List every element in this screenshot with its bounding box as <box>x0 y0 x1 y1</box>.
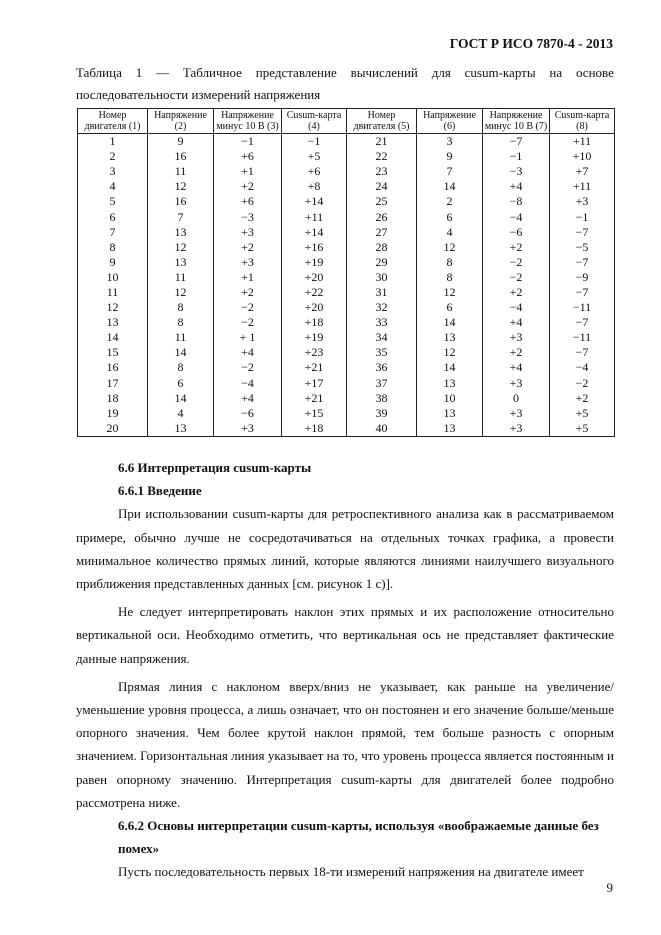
caption-word: — <box>156 65 170 80</box>
column-header: Напряжение (2) <box>148 109 214 134</box>
table-row <box>78 315 615 330</box>
table-cell: 14 <box>148 391 214 406</box>
table-cell: +5 <box>550 406 615 421</box>
table-cell: 16 <box>148 149 214 164</box>
table-cell: +19 <box>282 255 347 270</box>
table-cell: −6 <box>214 406 282 421</box>
table-cell: −7 <box>550 285 615 300</box>
table-row <box>78 179 615 194</box>
column-header: Номер двигателя (5) <box>347 109 417 134</box>
table-cell: −7 <box>550 345 615 360</box>
table-row <box>78 360 615 375</box>
table-cell: +3 <box>214 421 282 437</box>
table-cell: 14 <box>78 330 148 345</box>
table-cell: −1 <box>214 134 282 150</box>
table-cell: 14 <box>417 315 483 330</box>
table-cell: +3 <box>483 330 550 345</box>
table-cell: −6 <box>483 225 550 240</box>
table-cell: −9 <box>550 270 615 285</box>
table-cell: +2 <box>214 240 282 255</box>
table-row <box>78 376 615 391</box>
table-cell: −4 <box>550 360 615 375</box>
table-cell: 37 <box>347 376 417 391</box>
section-heading-6-6: 6.6 Интерпретация cusum-карты <box>118 460 312 475</box>
table-cell: 15 <box>78 345 148 360</box>
table-cell: −5 <box>550 240 615 255</box>
table-cell: −2 <box>214 315 282 330</box>
table-cell: 7 <box>417 164 483 179</box>
table-cell: 13 <box>148 255 214 270</box>
table-caption <box>76 62 614 106</box>
table-cell: +3 <box>483 406 550 421</box>
table-cell: 10 <box>417 391 483 406</box>
table-cell: 20 <box>78 421 148 437</box>
table-cell: +11 <box>282 209 347 224</box>
table-cell: +2 <box>483 240 550 255</box>
table-cell: +6 <box>214 149 282 164</box>
paragraph-1: При использовании cusum-карты для ретроспективного анализа как в рассматриваемом примере, обычно лучше не сосредотачиваться на отдельных точках графика, а провести минимальное количество прямых линий, которые являются линиями наилучшего визуального приближения представленных данных [см. рисунок 1 с)]. <box>76 506 614 592</box>
table-cell: 6 <box>417 300 483 315</box>
table-cell: 14 <box>148 345 214 360</box>
table-cell: 12 <box>78 300 148 315</box>
table-cell: 9 <box>417 149 483 164</box>
table-cell: +14 <box>282 225 347 240</box>
table-cell: 5 <box>78 194 148 209</box>
table-cell: 11 <box>148 164 214 179</box>
table-cell: +7 <box>550 164 615 179</box>
column-header: Напряжение (6) <box>417 109 483 134</box>
table-row <box>78 330 615 345</box>
table-cell: −3 <box>483 164 550 179</box>
table-cell: 14 <box>417 179 483 194</box>
table-cell: 38 <box>347 391 417 406</box>
table-row <box>78 421 615 437</box>
table-cell: 8 <box>148 360 214 375</box>
table-cell: 39 <box>347 406 417 421</box>
table-cell: −2 <box>550 376 615 391</box>
table-row <box>78 391 615 406</box>
table-cell: 8 <box>148 315 214 330</box>
table-cell: +11 <box>550 179 615 194</box>
table-cell: +2 <box>214 179 282 194</box>
table-cell: −7 <box>550 315 615 330</box>
table-cell: 26 <box>347 209 417 224</box>
table-cell: 25 <box>347 194 417 209</box>
table-cell: −4 <box>214 376 282 391</box>
table-cell: 31 <box>347 285 417 300</box>
column-header: Напряжение минус 10 В (7) <box>483 109 550 134</box>
table-cell: 29 <box>347 255 417 270</box>
table-cell: +10 <box>550 149 615 164</box>
table-cell: 3 <box>417 134 483 150</box>
table-cell: 18 <box>78 391 148 406</box>
table-row <box>78 225 615 240</box>
column-header: Напряжение минус 10 В (3) <box>214 109 282 134</box>
table-cell: −1 <box>282 134 347 150</box>
table-cell: 13 <box>417 421 483 437</box>
table-cell: −2 <box>483 255 550 270</box>
table-cell: +22 <box>282 285 347 300</box>
table-cell: 40 <box>347 421 417 437</box>
table-cell: 6 <box>148 376 214 391</box>
table-cell: +19 <box>282 330 347 345</box>
table-cell: 23 <box>347 164 417 179</box>
section-heading-6-6-2: 6.6.2 Основы интерпретации cusum-карты, используя «воображаемые данные без помех» <box>118 818 599 857</box>
table-row <box>78 285 615 300</box>
table-cell: 33 <box>347 315 417 330</box>
table-cell: 6 <box>78 209 148 224</box>
table-cell: −11 <box>550 300 615 315</box>
table-cell: +1 <box>214 270 282 285</box>
table-cell: +11 <box>550 134 615 150</box>
table-row <box>78 134 615 150</box>
table-cell: 8 <box>78 240 148 255</box>
table-cell: 16 <box>148 194 214 209</box>
paragraph-2: Не следует интерпретировать наклон этих прямых и их расположение относительно вертикальной оси. Необходимо отметить, что вертикальная ось не представляет фактические данные напряжения. <box>76 604 614 666</box>
table-cell: 16 <box>78 360 148 375</box>
table-cell: +2 <box>214 285 282 300</box>
table-cell: 34 <box>347 330 417 345</box>
table-cell: 27 <box>347 225 417 240</box>
table-cell: 13 <box>148 225 214 240</box>
table-header-row <box>78 109 615 134</box>
table-row <box>78 406 615 421</box>
table-cell: −7 <box>550 255 615 270</box>
data-table <box>77 108 615 437</box>
table-cell: 12 <box>148 179 214 194</box>
table-cell: 7 <box>148 209 214 224</box>
table-cell: +18 <box>282 421 347 437</box>
table-cell: 6 <box>417 209 483 224</box>
table-cell: 32 <box>347 300 417 315</box>
table-cell: 4 <box>78 179 148 194</box>
table-cell: 36 <box>347 360 417 375</box>
document-header: ГОСТ Р ИСО 7870-4 - 2013 <box>449 36 613 51</box>
table-cell: 9 <box>78 255 148 270</box>
table-cell: +21 <box>282 391 347 406</box>
table-cell: 13 <box>417 406 483 421</box>
table-cell: +2 <box>483 285 550 300</box>
caption-line-1 <box>76 62 614 84</box>
table-cell: 12 <box>148 285 214 300</box>
caption-word: Табличное <box>182 65 242 80</box>
table-cell: +3 <box>550 194 615 209</box>
table-cell: −7 <box>550 225 615 240</box>
table-row <box>78 164 615 179</box>
table-cell: +2 <box>550 391 615 406</box>
table-cell: 2 <box>417 194 483 209</box>
caption-word: вычислений <box>350 65 418 80</box>
table-cell: +4 <box>214 345 282 360</box>
table-row <box>78 194 615 209</box>
table-cell: +6 <box>282 164 347 179</box>
table-cell: +20 <box>282 300 347 315</box>
table-cell: 8 <box>417 270 483 285</box>
table-cell: +3 <box>214 225 282 240</box>
table-cell: +1 <box>214 164 282 179</box>
table-cell: +3 <box>483 421 550 437</box>
table-row <box>78 300 615 315</box>
caption-word: на <box>549 65 563 80</box>
table-cell: +4 <box>483 315 550 330</box>
caption-word: представление <box>255 65 337 80</box>
column-header: Номер двигателя (1) <box>78 109 148 134</box>
table-cell: 11 <box>148 270 214 285</box>
table-cell: 22 <box>347 149 417 164</box>
caption-word: основе <box>575 65 614 80</box>
table-cell: 14 <box>417 360 483 375</box>
paragraph-3: Прямая линия с наклоном вверх/вниз не указывает, как раньше на увеличение/уменьшение уровня процесса, а лишь означает, что он постоянен и его значение больше/меньше опорного значения. Чем более крутой наклон прямой, тем больше разность с опорным значением. Горизонтальная линия указывает на то, что уровень процесса является постоянным и равен опорному значению. Интерпретация cusum-карты для двигателей более подробно рассмотрена ниже. <box>76 678 614 810</box>
table-cell: +21 <box>282 360 347 375</box>
table-cell: 10 <box>78 270 148 285</box>
table-cell: +17 <box>282 376 347 391</box>
table-cell: −1 <box>550 209 615 224</box>
page-number: 9 <box>606 880 613 895</box>
column-header: Cusum-карта (8) <box>550 109 615 134</box>
table-cell: −11 <box>550 330 615 345</box>
table-row <box>78 149 615 164</box>
table-cell: 35 <box>347 345 417 360</box>
caption-word: для <box>431 65 451 80</box>
table-cell: 13 <box>417 376 483 391</box>
table-cell: + 1 <box>214 330 282 345</box>
table-cell: −4 <box>483 209 550 224</box>
table-row <box>78 209 615 224</box>
caption-word: 1 <box>135 65 143 80</box>
table-cell: 13 <box>78 315 148 330</box>
table-cell: 24 <box>347 179 417 194</box>
body-text <box>76 456 614 884</box>
table-cell: 0 <box>483 391 550 406</box>
table-cell: 2 <box>78 149 148 164</box>
table-cell: +15 <box>282 406 347 421</box>
table-row <box>78 255 615 270</box>
table-cell: 12 <box>417 345 483 360</box>
table-cell: +6 <box>214 194 282 209</box>
table-cell: 8 <box>417 255 483 270</box>
table-cell: 12 <box>417 285 483 300</box>
table-cell: +2 <box>483 345 550 360</box>
table-cell: 8 <box>148 300 214 315</box>
table-cell: +23 <box>282 345 347 360</box>
table-cell: 7 <box>78 225 148 240</box>
table-cell: +14 <box>282 194 347 209</box>
table-cell: 12 <box>417 240 483 255</box>
table-cell: 9 <box>148 134 214 150</box>
table-cell: +4 <box>483 179 550 194</box>
table-cell: 19 <box>78 406 148 421</box>
table-row <box>78 270 615 285</box>
table-cell: +3 <box>483 376 550 391</box>
table-cell: 1 <box>78 134 148 150</box>
caption-word: cusum-карты <box>464 65 536 80</box>
table-cell: −2 <box>214 360 282 375</box>
table-cell: +18 <box>282 315 347 330</box>
table-cell: +4 <box>214 391 282 406</box>
table-cell: 12 <box>148 240 214 255</box>
table-cell: 13 <box>148 421 214 437</box>
table-cell: 11 <box>78 285 148 300</box>
table-cell: +16 <box>282 240 347 255</box>
section-heading-6-6-1: 6.6.1 Введение <box>118 483 202 499</box>
table-cell: −4 <box>483 300 550 315</box>
table-cell: 17 <box>78 376 148 391</box>
table-cell: +8 <box>282 179 347 194</box>
table-cell: 21 <box>347 134 417 150</box>
paragraph-4: Пусть последовательность первых 18-ти измерений напряжения на двигателе имеет <box>118 864 584 880</box>
table-cell: −1 <box>483 149 550 164</box>
table-body <box>78 134 615 437</box>
column-header: Cusum-карта (4) <box>282 109 347 134</box>
table-cell: +3 <box>214 255 282 270</box>
table-cell: 13 <box>417 330 483 345</box>
table-cell: 3 <box>78 164 148 179</box>
table-cell: −8 <box>483 194 550 209</box>
table-cell: 30 <box>347 270 417 285</box>
caption-line-2: последовательности измерений напряжения <box>76 87 321 102</box>
table-cell: 4 <box>148 406 214 421</box>
table-cell: 11 <box>148 330 214 345</box>
table-cell: 4 <box>417 225 483 240</box>
table-cell: +4 <box>483 360 550 375</box>
table-cell: 28 <box>347 240 417 255</box>
caption-word: Таблица <box>76 65 122 80</box>
table-row <box>78 240 615 255</box>
table-cell: −2 <box>483 270 550 285</box>
table-cell: −2 <box>214 300 282 315</box>
table-cell: −7 <box>483 134 550 150</box>
table-row <box>78 345 615 360</box>
table-cell: +5 <box>550 421 615 437</box>
table-cell: +20 <box>282 270 347 285</box>
table-cell: −3 <box>214 209 282 224</box>
table-cell: +5 <box>282 149 347 164</box>
